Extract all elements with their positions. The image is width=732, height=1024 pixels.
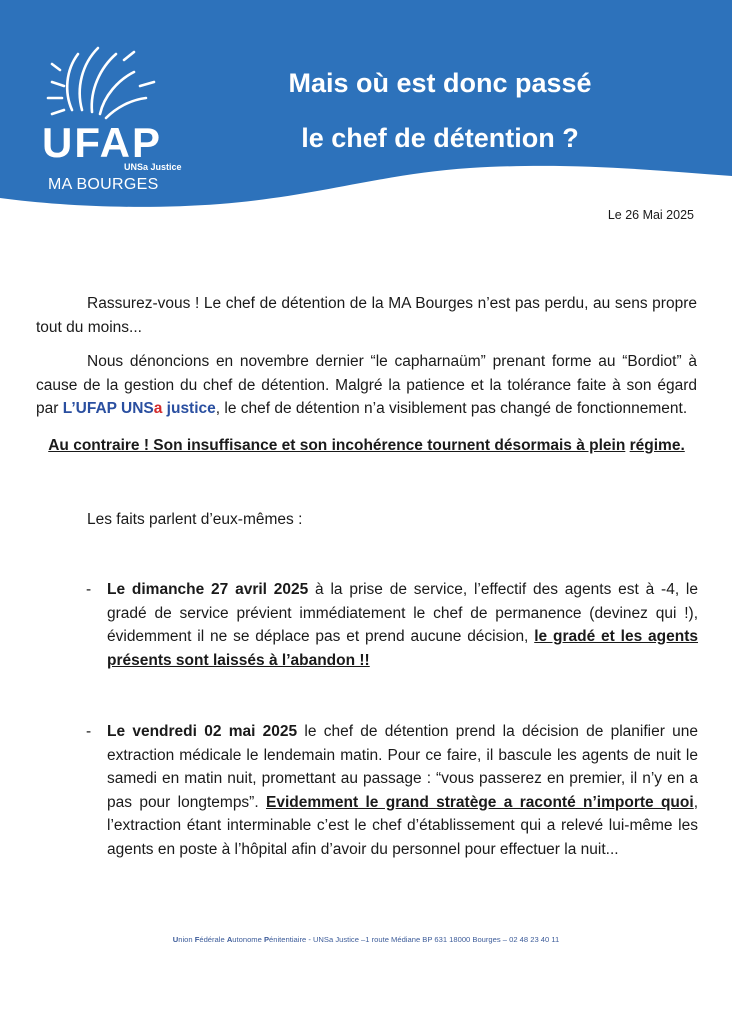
site-name: MA BOURGES (48, 176, 159, 193)
document-date: Le 26 Mai 2025 (607, 208, 694, 222)
page-title-line-2: le chef de détention ? (301, 123, 579, 153)
list-item-text: Le dimanche 27 avril 2025 à la prise de service, l’effectif des agents est à -4, le gradé de service prévient immédiatement le chef de permanence (devinez qui !), évidemment il ne se déplace pas et prend aucune décision, le gradé et les agents présents sont laissés à l’abandon !! (107, 581, 699, 669)
bullet-dash: - (86, 723, 92, 740)
paragraph-denunciation: Nous dénoncions en novembre dernier “le capharnaüm” prenant forme au “Bordiot” à cause de la gestion du chef de détention. Malgré la patience et la tolérance faite à son égard par L’UFAP UNSa justice, le chef de détention n’a visiblement pas changé de fonctionnement. (36, 353, 697, 417)
brand-name: L’UFAP UNSa justice (62, 400, 216, 417)
header-banner (0, 0, 732, 225)
logo-wordmark: UFAP (42, 119, 163, 166)
list-item (86, 578, 698, 672)
list-item-text: Le vendredi 02 mai 2025 le chef de détention prend la décision de planifier une extraction médicale le lendemain matin. Pour ce faire, il bascule les agents de nuit le samedi en matin nuit, promettant au passage : “vous passerez en premier, il n’y en a pas pour longtemps”. Evidemment le grand stratège a raconté n’importe quoi, l’extraction étant interminable c’est le chef d’établissement qui a relevé lui-même les agents en poste à l’hôpital afin d’avoir du personnel pour effectuer la nuit... (107, 723, 698, 858)
paragraph-intro: Rassurez-vous ! Le chef de détention de la MA Bourges n’est pas perdu, au sens propre tout du moins... (36, 295, 697, 336)
flame-rays-icon (42, 40, 162, 125)
logo-subtext: UNSa Justice (124, 162, 182, 172)
paragraph-emphasis: Au contraire ! Son insuffisance et son incohérence tournent désormais à plein régime. (48, 437, 685, 454)
page-title-line-1: Mais où est donc passé (288, 68, 592, 98)
bullet-dash: - (86, 581, 92, 598)
list-item (86, 720, 698, 861)
paragraph-facts-intro: Les faits parlent d’eux-mêmes : (87, 511, 303, 528)
footer-address: Union Fédérale Autonome Pénitentiaire - UNSa Justice –1 route Médiane BP 631 18000 Bourges – 02 48 23 40 11 (172, 935, 560, 944)
